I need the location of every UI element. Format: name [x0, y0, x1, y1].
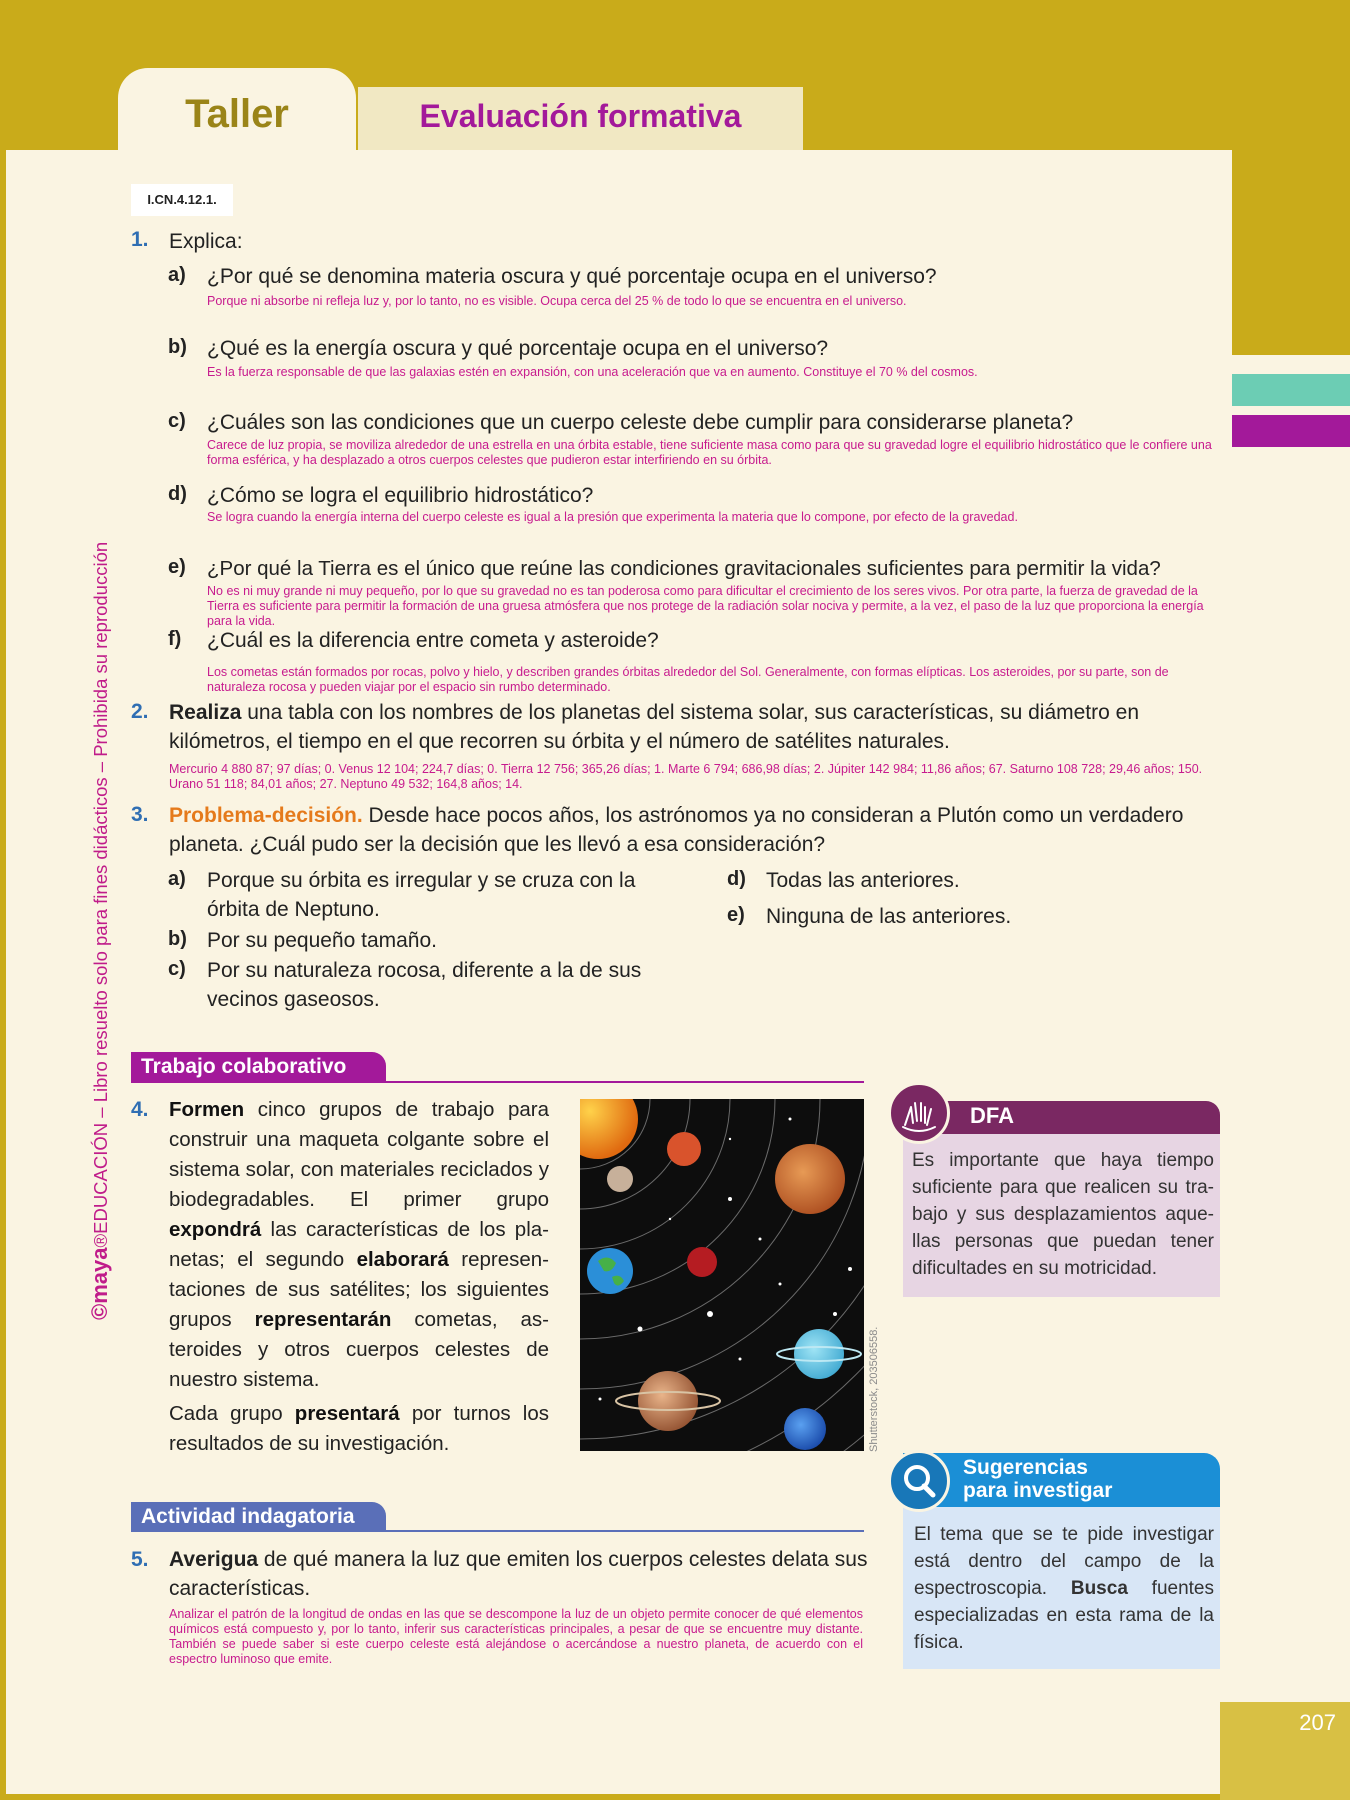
collab-rule — [131, 1081, 864, 1083]
section-title: Evaluación formativa — [419, 98, 742, 134]
item-question: ¿Cómo se logra el equilibrio hidrostático? — [207, 484, 594, 507]
option-text: Ninguna de las anteriores. — [766, 905, 1012, 928]
option-text: Por su pequeño tamaño. — [207, 929, 437, 952]
item-label: f) — [168, 628, 182, 650]
collab-paragraph-1 — [169, 1095, 549, 1395]
magenta-chapter-tab — [1232, 415, 1350, 447]
brand-mark: ©maya — [87, 1247, 112, 1320]
question-number: 3. — [131, 803, 149, 826]
collab-p1-bold: Formen — [169, 1098, 245, 1121]
dfa-title: DFA — [970, 1103, 1014, 1128]
side-note-text: ®EDUCACIÓN – Libro resuelto solo para fines didácticos – Prohibida su reproducción — [90, 541, 111, 1248]
solar-system-photo — [580, 1099, 864, 1451]
planet-saturn — [638, 1371, 698, 1431]
collab-heading: Trabajo colaborativo — [131, 1052, 386, 1082]
collab-p2-text: Cada grupo — [169, 1402, 295, 1425]
hands-icon — [888, 1082, 950, 1144]
collab-p1-text: cinco grupos de trabajo para construir una maqueta colgante sobre el sistema solar, con materiales reciclados y biodegradables. El primer grupo — [169, 1098, 549, 1211]
planet-neptune — [784, 1408, 826, 1450]
item-label: b) — [168, 336, 187, 358]
question-number: 4. — [131, 1098, 149, 1121]
item-answer: No es ni muy grande ni muy pequeño, por lo que su gravedad no es tan poderosa como para dificultar el crecimiento de los seres vivos. Por otra parte, la fuerza de gravedad de la Tierra es suficiente para permitir la formación de una gruesa atmósfera que nos protege de la radiación solar nociva y permite, a la vez, el paso de la luz que proporciona la energía para la vida. — [207, 584, 1204, 628]
planet-uranus — [794, 1329, 844, 1379]
question-answer: Mercurio 4 880 87; 97 días; 0. Venus 12 104; 224,7 días; 0. Tierra 12 756; 365,26 días; 1. Marte 6 794; 686,98 días; 2. Júpiter 142 984; 11,86 años; 67. Saturno 108 728; 29,46 años; 150. Urano 51 118; 84,01 años; 27. Neptuno 49 532; 164,8 años; 14. — [169, 762, 1203, 791]
option-label: d) — [727, 868, 746, 890]
collab-p1-text: cometas, asteroides y otros cuerpos celestes de nuestro sistema. — [169, 1308, 549, 1391]
taller-label: Taller — [185, 92, 289, 136]
sugerencias-title-line-1: Sugerencias — [963, 1456, 1088, 1479]
option-text: Por su naturaleza rocosa, diferente a la de sus vecinos gaseosos. — [207, 959, 642, 1011]
question-answer: Analizar el patrón de la longitud de ondas en las que se descompone la luz de un objeto permite conocer de qué elementos químicos está compuesto y, por lo tanto, inferir sus características principales, a pesar de que se encuentre muy distante. También se puede saber si este cuerpo celeste está alejándose o acercándose a nuestro planeta, de acuerdo con el espectro luminoso que emite. — [169, 1607, 863, 1666]
question-number: 1. — [131, 228, 149, 251]
indicator-code: I.CN.4.12.1. — [131, 184, 233, 216]
sugerencias-text-start: El tema que se te pide investigar está dentro del campo de la espectroscopia. — [914, 1524, 1214, 1599]
teal-chapter-tab — [1232, 374, 1350, 406]
item-answer: Porque ni absorbe ni refleja luz y, por lo tanto, no es visible. Ocupa cerca del 25 % de todo lo que se encuentra en el universo. — [207, 294, 907, 308]
collab-p1-bold: representarán — [254, 1308, 392, 1331]
planet-earth — [587, 1248, 633, 1294]
question-body: una tabla con los nombres de los planetas del sistema solar, sus características, su diámetro en kilómetros, el tiempo en el que recorren su órbita y el número de satélites naturales. — [169, 701, 1140, 753]
option-label: b) — [168, 928, 187, 950]
indag-heading: Actividad indagatoria — [131, 1502, 386, 1532]
collab-p2-bold: presentará — [294, 1402, 400, 1425]
item-question: ¿Qué es la energía oscura y qué porcentaje ocupa en el universo? — [207, 337, 829, 360]
collab-p1-bold: elaborará — [356, 1248, 449, 1271]
photo-credit: Shutterstock, 203506558. — [868, 1326, 880, 1452]
item-answer: Los cometas están formados por rocas, polvo y hielo, y describen grandes órbitas alrededor del Sol. Generalmente, con formas elípticas. Los asteroides, por su parte, son de naturaleza rocosa y pueden viajar por el espacio sin rumbo determinado. — [207, 665, 1169, 694]
page-number: 207 — [1299, 1710, 1336, 1735]
question-prompt: Explica: — [169, 230, 243, 253]
option-text: Porque su órbita es irregular y se cruza con la órbita de Neptuno. — [207, 869, 636, 921]
sugerencias-title-line-2: para investigar — [963, 1479, 1113, 1502]
solar-system-illustration — [580, 1099, 864, 1451]
sugerencias-text — [914, 1521, 1214, 1656]
option-label: c) — [168, 958, 186, 980]
item-answer: Carece de luz propia, se moviliza alrededor de una estrella en una órbita estable, tiene suficiente masa como para que su gravedad logre el equilibrio hidrostático que le confiere una forma esférica, y ha desplazado a otros cuerpos celestes que pudieron estar interfiriendo en su órbita. — [207, 438, 1212, 467]
item-question: ¿Cuáles son las condiciones que un cuerpo celeste debe cumplir para considerarse planeta? — [207, 411, 1074, 434]
magnifier-icon — [888, 1450, 950, 1512]
sugerencias-verb: Busca — [1070, 1578, 1128, 1599]
question-body: de qué manera la luz que emiten los cuerpos celestes delata sus características. — [169, 1548, 868, 1600]
bottom-strip — [0, 1794, 1350, 1800]
question-verb: Realiza — [169, 701, 242, 724]
item-question: ¿Por qué se denomina materia oscura y qué porcentaje ocupa en el universo? — [207, 265, 937, 288]
item-answer: Es la fuerza responsable de que las galaxias estén en expansión, con una aceleración que va en aumento. Constituye el 70 % del cosmos. — [207, 365, 978, 379]
item-answer: Se logra cuando la energía interna del cuerpo celeste es igual a la presión que experimenta la materia que lo compone, por efecto de la gravedad. — [207, 510, 1018, 524]
collab-p1-text: las características de los planetas; el segundo — [169, 1218, 549, 1271]
collab-paragraph-2 — [169, 1399, 549, 1459]
item-question: ¿Por qué la Tierra es el único que reúne las condiciones gravitacionales suficientes para permitir la vida? — [207, 557, 1161, 580]
question-number: 5. — [131, 1548, 149, 1571]
option-label: a) — [168, 868, 186, 890]
collab-p2-text: por turnos los resultados de su investigación. — [169, 1402, 549, 1455]
planet-red — [687, 1247, 717, 1277]
planet-mercury — [607, 1166, 633, 1192]
indag-rule — [131, 1530, 864, 1532]
question-tag: Problema-decisión. — [169, 804, 363, 827]
collab-p1-bold: expondrá — [169, 1218, 262, 1241]
question-text — [169, 698, 1221, 756]
item-label: e) — [168, 556, 186, 578]
question-number: 2. — [131, 700, 149, 723]
item-label: d) — [168, 483, 187, 505]
question-text — [169, 801, 1221, 859]
question-verb: Averigua — [169, 1548, 259, 1571]
sun — [580, 1099, 638, 1159]
collab-p1-text: representaciones de sus satélites; los siguientes grupos — [169, 1248, 549, 1331]
left-strip — [0, 0, 6, 1800]
planet-jupiter — [775, 1144, 845, 1214]
question-body: Desde hace pocos años, los astrónomos ya no consideran a Plutón como un verdadero planeta. ¿Cuál pudo ser la decisión que les llevó a esa consideración? — [169, 804, 1184, 856]
sugerencias-text-end: fuentes especializadas en esta rama de la física. — [914, 1578, 1214, 1653]
dfa-text: Es importante que haya tiempo suficiente para que realicen su trabajo y sus desplazamientos aquellas personas que puedan tener dificultades en su motricidad. — [912, 1150, 1214, 1279]
right-margin-band — [1232, 0, 1350, 355]
item-label: c) — [168, 410, 186, 432]
copyright-side-note — [80, 480, 120, 1320]
item-question: ¿Cuál es la diferencia entre cometa y asteroide? — [207, 629, 659, 652]
option-text: Todas las anteriores. — [766, 869, 960, 892]
sugerencias-title — [963, 1456, 1112, 1502]
planet-mars-like — [667, 1132, 701, 1166]
question-text — [169, 1545, 869, 1603]
dfa-header — [903, 1101, 1220, 1134]
option-label: e) — [727, 904, 745, 926]
item-label: a) — [168, 264, 186, 286]
